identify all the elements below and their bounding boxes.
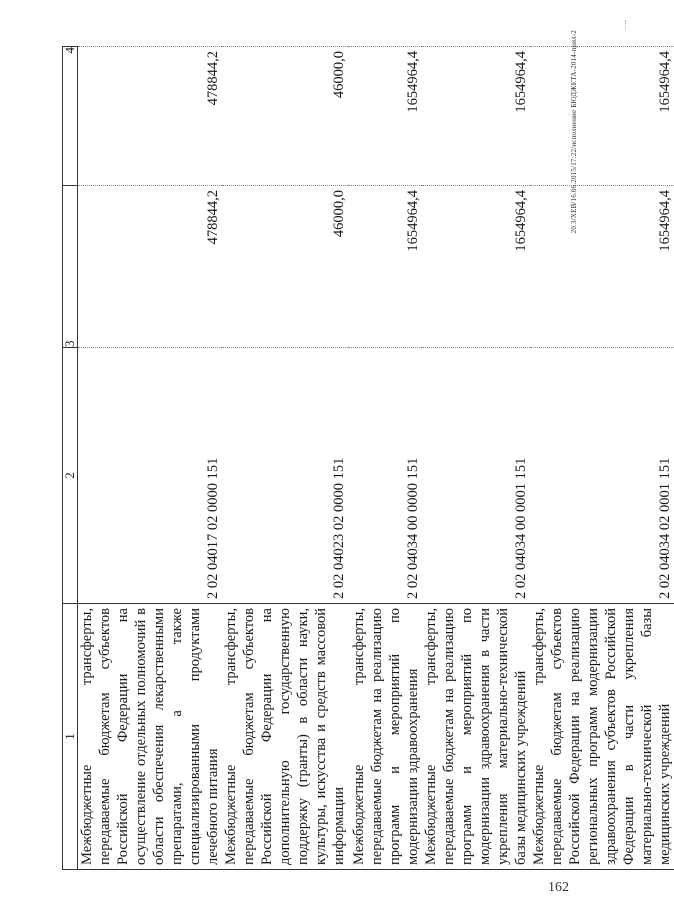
row-value-column-4: 1654964,4 [422,47,530,186]
header-row [63,47,78,870]
page-number: 162 [548,880,569,895]
row-value-column-3: 46000,0 [222,186,348,348]
row-code: 2 02 04034 00 0001 151 [422,348,530,604]
column-header-1: 1 [63,604,78,870]
row-description: Межбюджетные трансферты, передаваемые бюджетам на реализацию программ и мероприятий по модернизации здравоохранения в части укрепления материально-технической базы медицинских учреждений [422,604,530,870]
table-row [222,47,348,870]
rotated-sheet [30,0,673,880]
row-value-column-3: 1654964,4 [348,186,422,348]
row-code: 2 02 04034 02 0001 151 [530,348,674,604]
budget-table [62,46,674,870]
row-code: 2 02 04023 02 0000 151 [222,348,348,604]
footer-file-code: 20.3/ХЕВ/16.06.2015/17:22/исполнение БЮДЖЕТА-2014-прил-2 [570,30,578,234]
row-code: 2 02 04034 00 0000 151 [348,348,422,604]
table-row [530,47,674,870]
row-value-column-4: 1654964,4 [348,47,422,186]
column-header-4: 4 [63,47,78,186]
column-header-3: 3 [63,186,78,348]
row-value-column-4: 46000,0 [222,47,348,186]
table-row [422,47,530,870]
table-row [78,47,223,870]
row-code: 2 02 04017 02 0000 151 [78,348,223,604]
table-row [348,47,422,870]
row-description: Межбюджетные трансферты, передаваемые бюджетам субъектов Российской Федерации на осуществление отдельных полномочий в области обеспечения лекарственными препаратами, а также специализированными продуктами лечебного питания [78,604,223,870]
row-value-column-3: 478844,2 [78,186,223,348]
row-description: Межбюджетные трансферты, передаваемые бюджетам на реализацию программ и мероприятий по модернизации здравоохранения [348,604,422,870]
row-description: Межбюджетные трансферты, передаваемые бюджетам субъектов Российской Федерации на реализацию региональных программ модернизации здравоохранения субъектов Российской Федерации в части укрепления материально-технической базы медицинских учреждений [530,604,674,870]
scan-edge-mark [625,20,628,30]
row-value-column-3: 1654964,4 [422,186,530,348]
row-description: Межбюджетные трансферты, передаваемые бюджетам субъектов Российской Федерации на дополнительную государственную поддержку (гранты) в области науки, культуры, искусства и средств массовой информации [222,604,348,870]
row-value-column-4: 1654964,4 [530,47,674,186]
row-value-column-4: 478844,2 [78,47,223,186]
row-value-column-3: 1654964,4 [530,186,674,348]
column-header-2: 2 [63,348,78,604]
